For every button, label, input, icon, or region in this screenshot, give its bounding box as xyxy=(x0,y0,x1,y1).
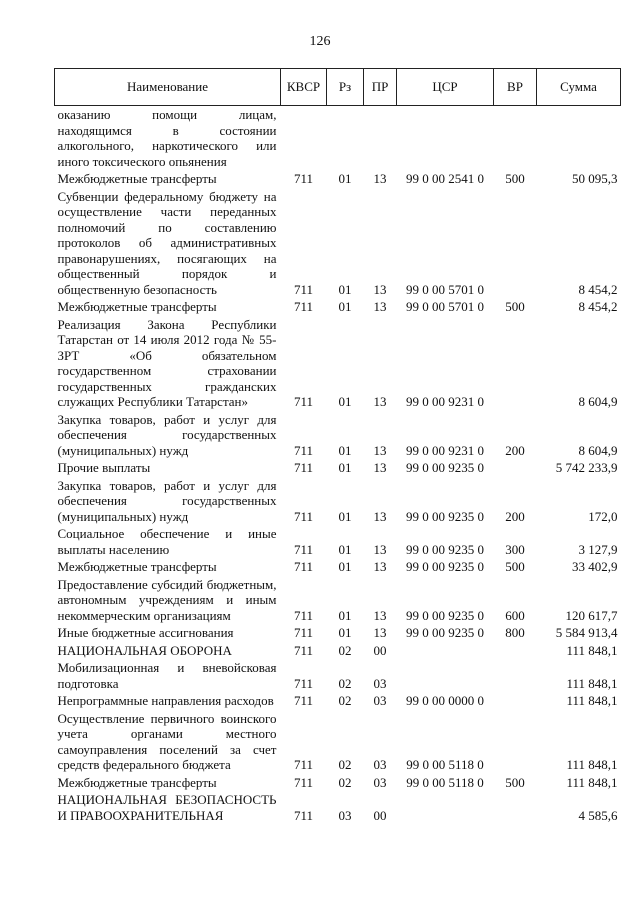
cell-vr: 300 xyxy=(505,541,525,557)
cell-rz xyxy=(327,106,364,171)
cell-csr: 99 0 00 0000 0 xyxy=(406,693,484,708)
table-row xyxy=(55,624,621,642)
cell-sum: 111 848,1 xyxy=(566,774,618,790)
cell-kvsr: 711 xyxy=(293,299,314,314)
cell-kvsr: 711 xyxy=(293,607,314,623)
cell-name: Межбюджетные трансферты xyxy=(57,299,217,314)
cell-pr: 03 xyxy=(373,675,387,691)
cell-vr xyxy=(494,316,537,411)
cell-name: НАЦИОНАЛЬНАЯ ОБОРОНА xyxy=(57,642,232,658)
cell-sum: 111 848,1 xyxy=(566,757,618,772)
cell-name: Межбюджетные трансферты xyxy=(57,171,217,186)
cell-pr: 13 xyxy=(373,281,387,297)
cell-pr: 13 xyxy=(373,541,387,557)
header-kvsr: КВСР xyxy=(281,69,327,106)
cell-name: Непрограммные направления расходов xyxy=(57,693,274,708)
cell-kvsr: 711 xyxy=(293,807,314,823)
table-row xyxy=(55,188,621,299)
cell-rz: 01 xyxy=(338,508,352,524)
cell-kvsr: 711 xyxy=(293,281,314,297)
cell-rz: 01 xyxy=(338,559,352,574)
cell-vr xyxy=(494,791,537,824)
cell-sum: 5 742 233,9 xyxy=(555,460,618,475)
cell-vr: 500 xyxy=(505,774,525,790)
cell-name: Межбюджетные трансферты xyxy=(57,774,217,790)
cell-rz: 01 xyxy=(338,299,352,314)
cell-name: Закупка товаров, работ и услуг для обеспечения государственных (муниципальных) нужд xyxy=(57,477,277,524)
cell-rz: 01 xyxy=(338,607,352,623)
table-row xyxy=(55,298,621,316)
cell-sum: 5 584 913,4 xyxy=(555,625,618,640)
cell-kvsr: 711 xyxy=(293,508,314,524)
cell-name: Мобилизационная и вневойсковая подготовка xyxy=(57,660,277,691)
cell-kvsr: 711 xyxy=(293,774,314,790)
cell-csr: 99 0 00 9231 0 xyxy=(406,442,484,458)
cell-csr: 99 0 00 9235 0 xyxy=(406,559,484,574)
cell-name: Иные бюджетные ассигнования xyxy=(57,625,234,640)
cell-name: Закупка товаров, работ и услуг для обеспечения государственных (муниципальных) нужд xyxy=(57,411,277,458)
table-row xyxy=(55,576,621,625)
cell-csr: 99 0 00 5118 0 xyxy=(406,774,484,790)
cell-csr: 99 0 00 9235 0 xyxy=(406,607,484,623)
header-vr: ВР xyxy=(494,69,537,106)
cell-pr: 13 xyxy=(373,394,387,409)
cell-kvsr: 711 xyxy=(293,757,314,772)
cell-rz: 01 xyxy=(338,171,352,186)
cell-rz: 01 xyxy=(338,460,352,475)
cell-pr: 03 xyxy=(373,757,387,772)
cell-pr: 13 xyxy=(373,171,387,186)
cell-sum: 111 848,1 xyxy=(566,642,618,658)
cell-kvsr: 711 xyxy=(293,171,314,186)
cell-csr: 99 0 00 2541 0 xyxy=(406,171,484,186)
cell-csr xyxy=(397,659,494,692)
cell-csr: 99 0 00 5701 0 xyxy=(406,299,484,314)
header-csr: ЦСР xyxy=(397,69,494,106)
cell-sum: 172,0 xyxy=(588,508,618,524)
cell-rz: 01 xyxy=(338,281,352,297)
table-row xyxy=(55,316,621,411)
table-row xyxy=(55,642,621,660)
cell-vr: 200 xyxy=(505,442,525,458)
cell-rz: 01 xyxy=(338,442,352,458)
table-header-row xyxy=(55,69,621,106)
cell-pr: 03 xyxy=(373,693,387,708)
cell-kvsr: 711 xyxy=(293,394,314,409)
cell-sum: 33 402,9 xyxy=(572,559,618,574)
cell-kvsr: 711 xyxy=(293,541,314,557)
cell-sum xyxy=(537,106,621,171)
cell-vr xyxy=(494,659,537,692)
cell-csr: 99 0 00 9235 0 xyxy=(406,625,484,640)
cell-name: Реализация Закона Республики Татарстан от 14 июля 2012 года № 55-ЗРТ «Об обязательном государственном страховании государственных гражданских служащих Республики Татарстан» xyxy=(57,316,277,409)
cell-sum: 8 604,9 xyxy=(578,442,618,458)
table-row xyxy=(55,411,621,460)
cell-vr: 600 xyxy=(505,607,525,623)
cell-csr: 99 0 00 9235 0 xyxy=(406,460,484,475)
cell-kvsr: 711 xyxy=(293,642,314,658)
cell-sum: 50 095,3 xyxy=(572,171,618,186)
table-row xyxy=(55,710,621,774)
cell-vr xyxy=(494,692,537,710)
cell-rz: 01 xyxy=(338,394,352,409)
cell-rz: 01 xyxy=(338,625,352,640)
cell-name: Прочие выплаты xyxy=(57,460,151,475)
cell-vr: 500 xyxy=(505,559,525,574)
cell-vr xyxy=(494,188,537,299)
cell-kvsr: 711 xyxy=(293,460,314,475)
cell-vr: 500 xyxy=(505,171,525,186)
cell-vr: 800 xyxy=(505,625,525,640)
cell-kvsr xyxy=(281,106,327,171)
table-row xyxy=(55,106,621,171)
cell-rz: 02 xyxy=(338,642,352,658)
cell-rz: 03 xyxy=(338,807,352,823)
cell-sum: 111 848,1 xyxy=(566,675,618,691)
cell-rz: 01 xyxy=(338,541,352,557)
cell-rz: 02 xyxy=(338,693,352,708)
cell-pr: 13 xyxy=(373,625,387,640)
table-row xyxy=(55,558,621,576)
cell-pr: 13 xyxy=(373,442,387,458)
page-number: 126 xyxy=(309,34,331,49)
table-row xyxy=(55,774,621,792)
cell-csr xyxy=(397,106,494,171)
cell-kvsr: 711 xyxy=(293,559,314,574)
cell-kvsr: 711 xyxy=(293,625,314,640)
cell-vr xyxy=(494,642,537,660)
cell-name: Предоставление субсидий бюджетным, автономным учреждениям и иным некоммерческим организациям xyxy=(57,576,277,623)
cell-kvsr: 711 xyxy=(293,675,314,691)
header-sum: Сумма xyxy=(537,69,621,106)
cell-sum: 8 604,9 xyxy=(578,394,618,409)
cell-name: Осуществление первичного воинского учета органами местного самоуправления поселений за счет средств федерального бюджета xyxy=(57,710,277,772)
cell-name: Субвенции федеральному бюджету на осуществление части переданных полномочий по составлению протоколов об административных правонарушениях, посягающих на общественный порядок и общественную безопасность xyxy=(57,188,277,297)
cell-vr xyxy=(494,710,537,774)
table-row xyxy=(55,791,621,824)
cell-sum: 8 454,2 xyxy=(578,281,618,297)
cell-name: Межбюджетные трансферты xyxy=(57,559,217,574)
table-row xyxy=(55,459,621,477)
cell-csr xyxy=(397,642,494,660)
cell-rz: 02 xyxy=(338,675,352,691)
cell-csr: 99 0 00 5118 0 xyxy=(406,757,484,772)
cell-pr: 13 xyxy=(373,607,387,623)
cell-csr: 99 0 00 9231 0 xyxy=(406,394,484,409)
header-rz: Рз xyxy=(327,69,364,106)
cell-rz: 02 xyxy=(338,757,352,772)
cell-name: НАЦИОНАЛЬНАЯ БЕЗОПАСНОСТЬ И ПРАВООХРАНИТЕЛЬНАЯ xyxy=(57,792,277,823)
cell-sum: 111 848,1 xyxy=(566,693,618,708)
cell-rz: 02 xyxy=(338,774,352,790)
cell-pr xyxy=(364,106,397,171)
cell-sum: 3 127,9 xyxy=(578,541,618,557)
cell-sum: 4 585,6 xyxy=(578,807,618,823)
cell-kvsr: 711 xyxy=(293,693,314,708)
cell-csr xyxy=(397,791,494,824)
cell-vr xyxy=(494,106,537,171)
table-row xyxy=(55,477,621,526)
cell-pr: 13 xyxy=(373,559,387,574)
header-name: Наименование xyxy=(55,69,281,106)
cell-vr: 500 xyxy=(505,299,525,314)
cell-pr: 00 xyxy=(373,807,387,823)
cell-pr: 13 xyxy=(373,460,387,475)
table-row xyxy=(55,659,621,692)
cell-csr: 99 0 00 9235 0 xyxy=(406,508,484,524)
cell-vr xyxy=(494,459,537,477)
cell-pr: 13 xyxy=(373,299,387,314)
cell-sum: 120 617,7 xyxy=(565,607,618,623)
cell-name: Социальное обеспечение и иные выплаты населению xyxy=(57,526,277,557)
cell-pr: 13 xyxy=(373,508,387,524)
cell-name: оказанию помощи лицам, находящимся в состоянии алкогольного, наркотического или иного токсического опьянения xyxy=(57,107,277,169)
cell-kvsr: 711 xyxy=(293,442,314,458)
cell-pr: 00 xyxy=(373,642,387,658)
header-pr: ПР xyxy=(364,69,397,106)
cell-vr: 200 xyxy=(505,508,525,524)
cell-csr: 99 0 00 9235 0 xyxy=(406,541,484,557)
table-row xyxy=(55,525,621,558)
cell-csr: 99 0 00 5701 0 xyxy=(406,281,484,297)
cell-pr: 03 xyxy=(373,774,387,790)
budget-table xyxy=(54,68,621,824)
table-row xyxy=(55,170,621,188)
cell-sum: 8 454,2 xyxy=(578,299,618,314)
table-row xyxy=(55,692,621,710)
